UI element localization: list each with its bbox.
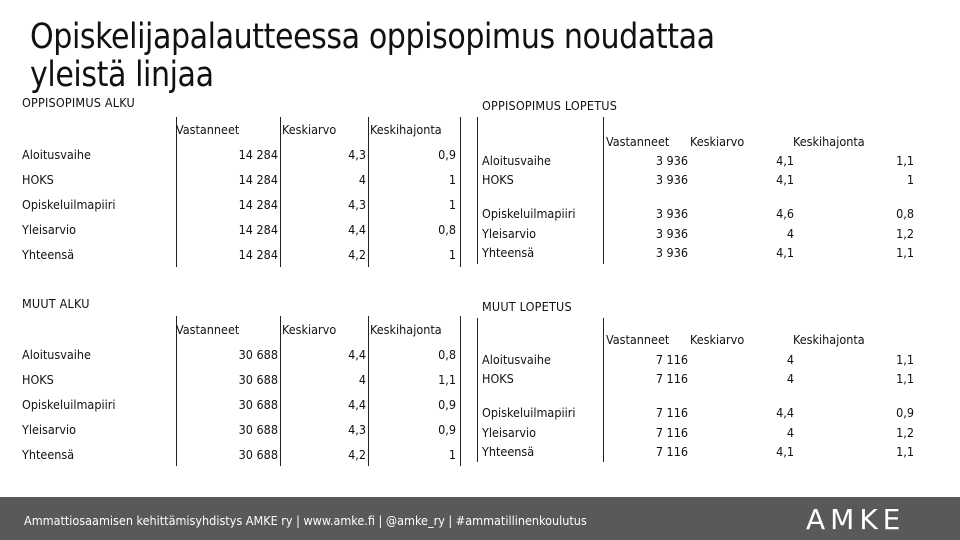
cell-vastanneet: 7 116	[655, 444, 688, 459]
cell-vastanneet: 30 688	[238, 372, 278, 387]
cell-keskihajonta: 1,2	[896, 226, 914, 241]
cell-vastanneet: 7 116	[655, 425, 688, 440]
row-label: Opiskeluilmapiiri	[22, 397, 116, 412]
footer-text: Ammattiosaamisen kehittämisyhdistys AMKE ry | www.amke.fi | @amke_ry | #ammatillinenkoulutus	[24, 513, 587, 528]
cell-keskiarvo: 4	[786, 425, 794, 440]
cell-keskihajonta: 0,9	[896, 405, 914, 420]
row-label: Yhteensä	[482, 444, 535, 459]
row-label: Aloitusvaihe	[22, 147, 91, 162]
cell-keskiarvo: 4	[786, 226, 794, 241]
column-header-keskihajonta: Keskihajonta	[793, 134, 865, 149]
column-header-keskiarvo: Keskiarvo	[282, 122, 337, 137]
cell-vastanneet: 14 284	[238, 247, 278, 262]
cell-vastanneet: 30 688	[238, 447, 278, 462]
cell-vastanneet: 3 936	[655, 226, 688, 241]
cell-keskihajonta: 1,1	[438, 372, 456, 387]
column-header-vastanneet: Vastanneet	[606, 332, 670, 347]
row-label: Yleisarvio	[482, 425, 537, 440]
section-heading-muut-lopetus: MUUT LOPETUS	[482, 299, 572, 314]
cell-keskiarvo: 4,4	[348, 222, 366, 237]
row-label: Yleisarvio	[22, 422, 77, 437]
cell-keskihajonta: 1	[906, 172, 914, 187]
cell-keskiarvo: 4,1	[776, 444, 794, 459]
cell-keskiarvo: 4,3	[348, 147, 366, 162]
cell-keskiarvo: 4	[358, 372, 366, 387]
cell-vastanneet: 3 936	[655, 172, 688, 187]
column-divider	[460, 316, 461, 466]
column-header-vastanneet: Vastanneet	[176, 322, 240, 337]
cell-keskihajonta: 1	[448, 247, 456, 262]
cell-vastanneet: 30 688	[238, 397, 278, 412]
row-label: Aloitusvaihe	[482, 352, 551, 367]
column-header-keskiarvo: Keskiarvo	[690, 134, 745, 149]
cell-keskihajonta: 1,1	[896, 153, 914, 168]
cell-vastanneet: 3 936	[655, 245, 688, 260]
column-divider	[176, 117, 177, 267]
row-label: Opiskeluilmapiiri	[22, 197, 116, 212]
cell-keskiarvo: 4,1	[776, 172, 794, 187]
cell-keskiarvo: 4,6	[776, 206, 794, 221]
cell-vastanneet: 14 284	[238, 147, 278, 162]
column-header-keskihajonta: Keskihajonta	[370, 122, 442, 137]
cell-vastanneet: 14 284	[238, 197, 278, 212]
column-header-keskiarvo: Keskiarvo	[690, 332, 745, 347]
row-label: Yleisarvio	[22, 222, 77, 237]
cell-vastanneet: 30 688	[238, 422, 278, 437]
column-header-vastanneet: Vastanneet	[606, 134, 670, 149]
section-heading-muut-alku: MUUT ALKU	[22, 296, 90, 311]
cell-keskiarvo: 4,4	[348, 347, 366, 362]
row-label: Aloitusvaihe	[482, 153, 551, 168]
row-label: HOKS	[482, 371, 514, 386]
section-heading-oppisopimus-lopetus: OPPISOPIMUS LOPETUS	[482, 98, 618, 113]
cell-keskiarvo: 4,1	[776, 153, 794, 168]
cell-keskiarvo: 4,4	[776, 405, 794, 420]
cell-keskiarvo: 4	[786, 352, 794, 367]
row-label: Yhteensä	[22, 247, 75, 262]
cell-keskiarvo: 4,4	[348, 397, 366, 412]
cell-keskiarvo: 4,3	[348, 197, 366, 212]
column-header-keskihajonta: Keskihajonta	[370, 322, 442, 337]
cell-keskihajonta: 1	[448, 172, 456, 187]
cell-vastanneet: 3 936	[655, 206, 688, 221]
row-label: Yhteensä	[22, 447, 75, 462]
cell-keskiarvo: 4,1	[776, 245, 794, 260]
cell-keskihajonta: 1	[448, 197, 456, 212]
column-header-keskiarvo: Keskiarvo	[282, 322, 337, 337]
column-divider	[477, 318, 478, 462]
cell-keskihajonta: 0,9	[438, 422, 456, 437]
column-divider	[368, 117, 369, 267]
cell-keskiarvo: 4,2	[348, 247, 366, 262]
cell-vastanneet: 7 116	[655, 371, 688, 386]
cell-keskihajonta: 1,1	[896, 444, 914, 459]
column-divider	[460, 117, 461, 267]
page-title: Opiskelijapalautteessa oppisopimus noudattaa yleistä linjaa	[30, 17, 715, 95]
cell-keskihajonta: 1,1	[896, 245, 914, 260]
cell-keskiarvo: 4,2	[348, 447, 366, 462]
column-divider	[603, 117, 604, 264]
cell-keskihajonta: 0,8	[438, 347, 456, 362]
cell-keskihajonta: 0,8	[896, 206, 914, 221]
cell-vastanneet: 14 284	[238, 172, 278, 187]
cell-vastanneet: 7 116	[655, 405, 688, 420]
cell-vastanneet: 3 936	[655, 153, 688, 168]
cell-keskiarvo: 4	[358, 172, 366, 187]
column-header-keskihajonta: Keskihajonta	[793, 332, 865, 347]
row-label: Opiskeluilmapiiri	[482, 206, 576, 221]
footer-bar	[0, 497, 960, 540]
cell-keskihajonta: 1,2	[896, 425, 914, 440]
cell-vastanneet: 14 284	[238, 222, 278, 237]
row-label: Aloitusvaihe	[22, 347, 91, 362]
column-divider	[280, 117, 281, 267]
column-divider	[280, 316, 281, 466]
cell-keskiarvo: 4,3	[348, 422, 366, 437]
row-label: HOKS	[22, 372, 54, 387]
cell-vastanneet: 7 116	[655, 352, 688, 367]
cell-keskihajonta: 1,1	[896, 371, 914, 386]
column-divider	[176, 316, 177, 466]
column-divider	[477, 117, 478, 264]
column-divider	[603, 318, 604, 462]
amke-logo: AMKE	[806, 503, 906, 536]
section-heading-oppisopimus-alku: OPPISOPIMUS ALKU	[22, 95, 135, 110]
row-label: HOKS	[22, 172, 54, 187]
cell-keskiarvo: 4	[786, 371, 794, 386]
cell-keskihajonta: 0,9	[438, 147, 456, 162]
row-label: HOKS	[482, 172, 514, 187]
row-label: Yhteensä	[482, 245, 535, 260]
row-label: Opiskeluilmapiiri	[482, 405, 576, 420]
cell-keskihajonta: 0,9	[438, 397, 456, 412]
column-divider	[368, 316, 369, 466]
cell-keskihajonta: 1	[448, 447, 456, 462]
column-header-vastanneet: Vastanneet	[176, 122, 240, 137]
cell-vastanneet: 30 688	[238, 347, 278, 362]
cell-keskihajonta: 1,1	[896, 352, 914, 367]
row-label: Yleisarvio	[482, 226, 537, 241]
cell-keskihajonta: 0,8	[438, 222, 456, 237]
